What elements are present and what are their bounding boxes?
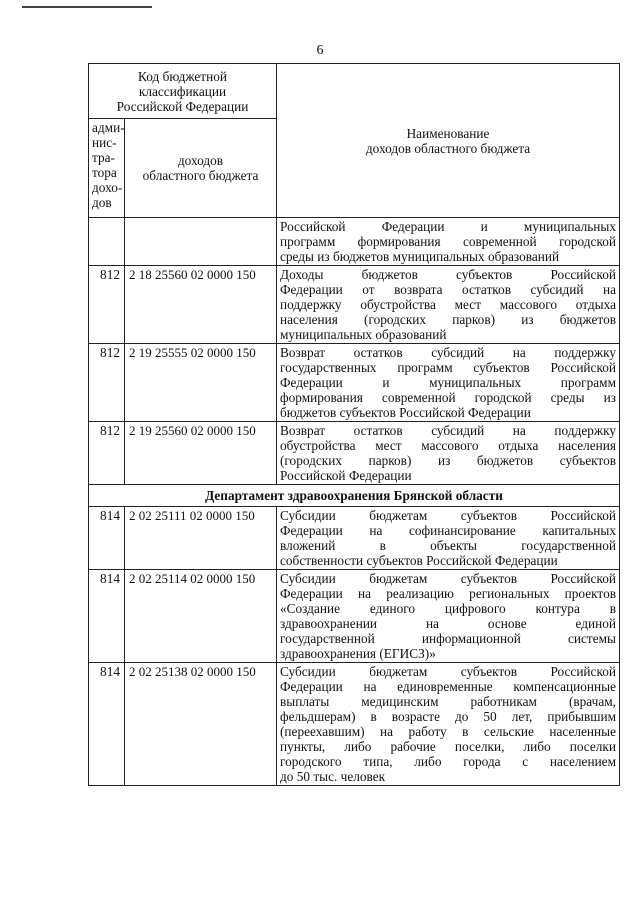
income-name-cell xyxy=(277,266,620,344)
name-line: Федерации на реализацию региональных проектов xyxy=(280,586,616,601)
header-admin-column xyxy=(89,119,125,218)
name-line: обустройства мест массового отдыха населения xyxy=(280,438,616,453)
department-title: Департамент здравоохранения Брянской области xyxy=(89,485,620,507)
table-row xyxy=(89,663,620,786)
admin-code-cell: 814 xyxy=(89,507,125,570)
name-line: фельдшерам) в возрасте до 50 лет, прибывшим xyxy=(280,709,616,724)
name-line: государственных программ субъектов Российской xyxy=(280,360,616,375)
header-income-line: доходов xyxy=(177,153,224,168)
name-line: муниципальных образований xyxy=(280,327,447,342)
header-income-line: областного бюджета xyxy=(142,168,259,183)
name-line: Субсидии бюджетам субъектов Российской xyxy=(280,571,616,586)
name-line: Субсидии бюджетам субъектов Российской xyxy=(280,508,616,523)
name-line: (городских парков) из бюджетов субъектов xyxy=(280,453,616,468)
header-name-line: доходов областного бюджета xyxy=(365,140,531,156)
income-name-cell xyxy=(277,422,620,485)
name-line: до 50 тыс. человек xyxy=(280,769,386,784)
header-group-line: Код бюджетной xyxy=(138,68,227,84)
name-line: программ формирования современной городской xyxy=(280,234,616,249)
name-line: вложений в объекты государственной xyxy=(280,538,616,553)
header-income-column xyxy=(125,119,277,218)
header-name-line: Наименование xyxy=(406,125,490,141)
name-line: пункты, либо рабочие поселки, либо поселки xyxy=(280,739,616,754)
name-line: государственной информационной системы xyxy=(280,631,616,646)
income-code-cell: 2 02 25111 02 0000 150 xyxy=(125,507,277,570)
header-admin-line: дохо- xyxy=(92,180,123,195)
name-line: Доходы бюджетов субъектов Российской xyxy=(280,267,616,282)
name-line: бюджетов субъектов Российской Федерации xyxy=(280,405,531,420)
name-line: собственности субъектов Российской Федерации xyxy=(280,553,558,568)
income-code-cell: 2 19 25555 02 0000 150 xyxy=(125,344,277,422)
name-line: Возврат остатков субсидий на поддержку xyxy=(280,345,616,360)
admin-code-cell: 814 xyxy=(89,570,125,663)
name-line: Федерации на софинансирование капитальных xyxy=(280,523,616,538)
page-number: 6 xyxy=(316,43,324,58)
name-line: Субсидии бюджетам субъектов Российской xyxy=(280,664,616,679)
table-row xyxy=(89,344,620,422)
table-row xyxy=(89,507,620,570)
header-group-line: классификации xyxy=(138,83,227,99)
header-admin-line: тра- xyxy=(92,150,115,165)
header-admin-line: адми- xyxy=(92,120,125,135)
header-admin-line: дов xyxy=(92,195,112,210)
header-code-group xyxy=(89,64,277,119)
header-row-group xyxy=(89,64,620,119)
header-admin-line: нис- xyxy=(92,135,117,150)
budget-classification-table xyxy=(88,63,620,786)
table-row xyxy=(89,422,620,485)
name-line: населения (городских парков) из бюджетов xyxy=(280,312,616,327)
name-line: городского типа, либо города с населением xyxy=(280,754,616,769)
name-line: Федерации от возврата остатков субсидий на xyxy=(280,282,616,297)
income-name-cell xyxy=(277,218,620,266)
department-row xyxy=(89,485,620,507)
income-code-cell: 2 02 25114 02 0000 150 xyxy=(125,570,277,663)
table-row xyxy=(89,218,620,266)
name-line: «Создание единого цифрового контура в xyxy=(280,601,616,616)
name-line: Российской Федерации xyxy=(280,468,412,483)
header-name-column xyxy=(277,64,620,218)
admin-code-cell xyxy=(89,218,125,266)
name-line: здравоохранения (ЕГИСЗ)» xyxy=(280,646,436,661)
name-line: Федерации и муниципальных программ xyxy=(280,375,616,390)
income-code-cell xyxy=(125,218,277,266)
name-line: (переехавшим) на работу в сельские населенные xyxy=(280,724,616,739)
header-group-line: Российской Федерации xyxy=(116,98,249,114)
name-line: формирования современной городской среды из xyxy=(280,390,616,405)
name-line: среды из бюджетов муниципальных образований xyxy=(280,249,560,264)
name-line: Возврат остатков субсидий на поддержку xyxy=(280,423,616,438)
name-line: здравоохранении на основе единой xyxy=(280,616,616,631)
header-admin-line: тора xyxy=(92,165,117,180)
income-code-cell: 2 18 25560 02 0000 150 xyxy=(125,266,277,344)
admin-code-cell: 814 xyxy=(89,663,125,786)
admin-code-cell: 812 xyxy=(89,266,125,344)
table-row xyxy=(89,570,620,663)
admin-code-cell: 812 xyxy=(89,344,125,422)
income-name-cell xyxy=(277,663,620,786)
top-rule xyxy=(22,6,152,8)
table-row xyxy=(89,266,620,344)
name-line: Федерации на единовременные компенсационные xyxy=(280,679,616,694)
income-name-cell xyxy=(277,344,620,422)
income-code-cell: 2 19 25560 02 0000 150 xyxy=(125,422,277,485)
income-name-cell xyxy=(277,507,620,570)
name-line: выплаты медицинским работникам (врачам, xyxy=(280,694,616,709)
name-line: Российской Федерации и муниципальных xyxy=(280,219,616,234)
admin-code-cell: 812 xyxy=(89,422,125,485)
income-code-cell: 2 02 25138 02 0000 150 xyxy=(125,663,277,786)
name-line: поддержку обустройства мест массового отдыха xyxy=(280,297,616,312)
income-name-cell xyxy=(277,570,620,663)
